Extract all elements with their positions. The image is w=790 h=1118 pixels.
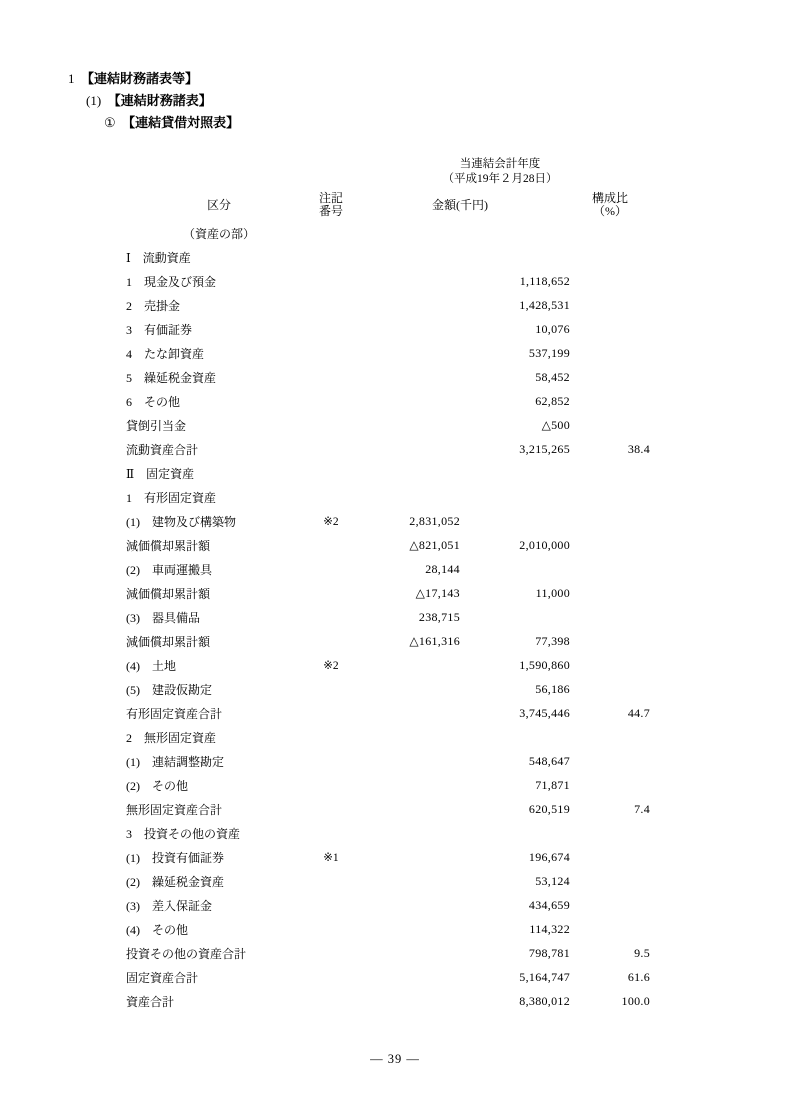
row-composition-ratio: 100.0 — [621, 993, 651, 1008]
document-headings — [0, 68, 790, 134]
row-note-number — [312, 221, 350, 245]
row-amount-net — [460, 605, 570, 629]
row-label: (1) 建物及び構築物 — [126, 514, 236, 529]
row-composition-ratio — [570, 677, 650, 701]
row-note-number — [312, 437, 350, 461]
row-amount-net: 537,199 — [528, 345, 570, 360]
row-note-number — [312, 557, 350, 581]
row-amount-gross — [350, 701, 460, 725]
row-composition-ratio — [570, 461, 650, 485]
row-composition-ratio — [570, 485, 650, 509]
page-number: — 39 — — [370, 1052, 420, 1066]
table-row — [126, 893, 650, 917]
row-note-number — [312, 533, 350, 557]
row-amount-net: 114,322 — [529, 921, 570, 936]
table-row — [126, 845, 650, 869]
table-row — [126, 221, 650, 245]
table-row — [126, 245, 650, 269]
row-label: 2 無形固定資産 — [126, 730, 217, 745]
row-amount-gross: 28,144 — [425, 561, 460, 576]
row-amount-net: 71,871 — [535, 777, 570, 792]
row-amount-gross — [350, 653, 460, 677]
row-amount-gross — [350, 221, 460, 245]
row-amount-net — [460, 821, 570, 845]
row-amount-gross — [350, 389, 460, 413]
row-composition-ratio: 61.6 — [627, 969, 651, 984]
row-note-number — [312, 989, 350, 1013]
row-amount-gross — [350, 893, 460, 917]
row-amount-gross — [350, 341, 460, 365]
heading-level-3 — [0, 112, 790, 134]
row-amount-gross — [350, 293, 460, 317]
row-amount-gross — [350, 485, 460, 509]
row-amount-net — [460, 509, 570, 533]
row-amount-net: 58,452 — [535, 369, 570, 384]
row-composition-ratio — [570, 629, 650, 653]
row-composition-ratio — [570, 317, 650, 341]
row-amount-net: 2,010,000 — [519, 537, 570, 552]
table-body — [126, 221, 650, 1037]
row-composition-ratio: 7.4 — [634, 801, 651, 816]
row-label: Ⅱ 固定資産 — [126, 466, 195, 481]
row-note-number: ※2 — [323, 516, 339, 528]
row-label: 5 繰延税金資産 — [126, 370, 217, 385]
row-composition-ratio — [570, 869, 650, 893]
header-col-note-line1: 注記 — [318, 190, 343, 205]
header-period-date: （平成19年２月28日） — [442, 173, 558, 185]
row-composition-ratio — [570, 509, 650, 533]
row-note-number — [312, 245, 350, 269]
row-label: 6 その他 — [126, 394, 181, 409]
table-row — [126, 437, 650, 461]
table-row — [126, 605, 650, 629]
row-composition-ratio — [570, 293, 650, 317]
table-row — [126, 653, 650, 677]
row-label: (1) 投資有価証券 — [126, 850, 224, 865]
balance-sheet-table-container — [126, 155, 650, 1037]
table-row — [126, 725, 650, 749]
row-amount-gross: △161,316 — [409, 633, 460, 648]
row-composition-ratio — [570, 365, 650, 389]
row-composition-ratio — [570, 893, 650, 917]
row-amount-net: 56,186 — [535, 681, 570, 696]
row-amount-gross: △821,051 — [409, 537, 460, 552]
row-amount-gross — [350, 677, 460, 701]
row-label — [126, 1013, 312, 1037]
row-amount-gross — [350, 821, 460, 845]
row-amount-net — [460, 245, 570, 269]
row-label: 貸倒引当金 — [126, 418, 187, 433]
row-amount-gross — [350, 245, 460, 269]
table-row — [126, 509, 650, 533]
row-note-number — [312, 1013, 350, 1037]
row-note-number — [312, 389, 350, 413]
row-amount-net: 8,380,012 — [519, 993, 570, 1008]
row-label: 減価償却累計額 — [126, 538, 211, 553]
row-note-number — [312, 893, 350, 917]
table-row — [126, 557, 650, 581]
row-amount-gross — [350, 365, 460, 389]
heading-level-3-text: 【連結貸借対照表】 — [128, 115, 240, 130]
table-row — [126, 773, 650, 797]
heading-level-3-number: ① — [104, 115, 116, 130]
row-amount-net: 3,215,265 — [519, 441, 570, 456]
row-amount-net: △500 — [541, 417, 570, 432]
row-composition-ratio — [570, 1013, 650, 1037]
table-header — [126, 155, 650, 221]
row-amount-gross: △17,143 — [415, 585, 460, 600]
row-amount-gross — [350, 269, 460, 293]
row-composition-ratio: 44.7 — [627, 705, 651, 720]
row-amount-gross — [350, 317, 460, 341]
row-note-number — [312, 341, 350, 365]
row-note-number — [312, 365, 350, 389]
table-row — [126, 965, 650, 989]
row-composition-ratio — [570, 581, 650, 605]
row-amount-net — [460, 221, 570, 245]
table-row — [126, 677, 650, 701]
table-row — [126, 413, 650, 437]
row-composition-ratio: 9.5 — [634, 945, 651, 960]
row-note-number: ※2 — [323, 660, 339, 672]
table-row — [126, 917, 650, 941]
row-composition-ratio — [570, 773, 650, 797]
row-amount-net: 1,428,531 — [519, 297, 570, 312]
table-row — [126, 293, 650, 317]
row-amount-gross — [350, 965, 460, 989]
row-amount-gross — [350, 413, 460, 437]
row-note-number — [312, 293, 350, 317]
heading-level-1-text: 【連結財務諸表等】 — [87, 71, 199, 86]
row-note-number — [312, 965, 350, 989]
row-label: (2) その他 — [126, 778, 188, 793]
row-amount-gross — [350, 869, 460, 893]
row-amount-gross: 238,715 — [418, 609, 460, 624]
row-label: 減価償却累計額 — [126, 634, 211, 649]
row-label: 有形固定資産合計 — [126, 706, 223, 721]
table-row — [126, 941, 650, 965]
row-note-number — [312, 629, 350, 653]
row-label: (1) 連結調整勘定 — [126, 754, 224, 769]
row-note-number — [312, 581, 350, 605]
table-row — [126, 269, 650, 293]
row-note-number — [312, 413, 350, 437]
table-row — [126, 341, 650, 365]
header-col-amount: 金額(千円) — [432, 198, 488, 212]
row-amount-net: 10,076 — [535, 321, 570, 336]
row-amount-gross — [350, 461, 460, 485]
row-amount-gross — [350, 917, 460, 941]
row-note-number — [312, 677, 350, 701]
header-blank-kubun — [126, 155, 312, 189]
table-row — [126, 989, 650, 1013]
row-note-number — [312, 917, 350, 941]
row-amount-gross: 2,831,052 — [409, 513, 460, 528]
row-amount-net: 798,781 — [528, 945, 570, 960]
row-amount-gross — [350, 845, 460, 869]
header-col-ratio-line1: 構成比 — [592, 190, 629, 205]
row-note-number — [312, 317, 350, 341]
row-amount-net: 1,590,860 — [519, 657, 570, 672]
row-amount-net: 620,519 — [528, 801, 570, 816]
row-label: Ⅰ 流動資産 — [126, 250, 191, 265]
row-composition-ratio — [570, 269, 650, 293]
table-row — [126, 533, 650, 557]
table-row — [126, 869, 650, 893]
row-composition-ratio — [570, 221, 650, 245]
row-composition-ratio — [570, 725, 650, 749]
row-label: 資産合計 — [126, 994, 175, 1009]
table-row — [126, 1013, 650, 1037]
row-amount-net: 3,745,446 — [519, 705, 570, 720]
row-composition-ratio — [570, 749, 650, 773]
row-amount-net: 11,000 — [535, 585, 570, 600]
heading-level-2 — [0, 90, 790, 112]
row-label: （資産の部） — [182, 226, 255, 241]
header-row-period — [126, 155, 650, 189]
row-amount-net: 1,118,652 — [519, 273, 570, 288]
table-row — [126, 389, 650, 413]
row-amount-gross — [350, 749, 460, 773]
row-composition-ratio — [570, 245, 650, 269]
row-composition-ratio — [570, 845, 650, 869]
heading-level-2-number: (1) — [86, 93, 102, 108]
heading-level-1-number: 1 — [68, 71, 75, 86]
row-note-number — [312, 749, 350, 773]
row-label: 1 現金及び預金 — [126, 274, 217, 289]
header-period-cell — [350, 155, 650, 189]
row-label: 3 有価証券 — [126, 322, 193, 337]
row-composition-ratio — [570, 821, 650, 845]
header-period-title: 当連結会計年度 — [459, 158, 541, 170]
row-label: 固定資産合計 — [126, 970, 199, 985]
row-label: (3) 差入保証金 — [126, 898, 212, 913]
table-row — [126, 701, 650, 725]
row-amount-net: 548,647 — [528, 753, 570, 768]
row-note-number — [312, 605, 350, 629]
row-amount-gross — [350, 437, 460, 461]
row-amount-gross — [350, 773, 460, 797]
header-col-note — [312, 189, 350, 221]
row-label: (4) その他 — [126, 922, 188, 937]
table-row — [126, 629, 650, 653]
row-note-number — [312, 461, 350, 485]
row-label: 3 投資その他の資産 — [126, 826, 241, 841]
row-note-number — [312, 485, 350, 509]
row-amount-net — [460, 557, 570, 581]
row-composition-ratio — [570, 389, 650, 413]
header-col-kubun: 区分 — [206, 198, 231, 212]
row-composition-ratio — [570, 605, 650, 629]
row-note-number — [312, 941, 350, 965]
row-amount-gross — [350, 1013, 460, 1037]
row-note-number: ※1 — [323, 852, 339, 864]
row-composition-ratio — [570, 341, 650, 365]
row-amount-net: 62,852 — [535, 393, 570, 408]
row-label: 1 有形固定資産 — [126, 490, 217, 505]
header-blank-note — [312, 155, 350, 189]
table-row — [126, 749, 650, 773]
table-row — [126, 317, 650, 341]
row-composition-ratio — [570, 413, 650, 437]
row-amount-net: 53,124 — [535, 873, 570, 888]
row-amount-net: 434,659 — [528, 897, 570, 912]
consolidated-balance-sheet-table — [126, 155, 650, 1037]
row-label: (4) 土地 — [126, 658, 176, 673]
row-composition-ratio — [570, 557, 650, 581]
header-col-ratio-line2: （%） — [593, 204, 627, 218]
row-amount-gross — [350, 725, 460, 749]
table-row — [126, 581, 650, 605]
row-label: 減価償却累計額 — [126, 586, 211, 601]
table-row — [126, 485, 650, 509]
row-amount-net — [460, 461, 570, 485]
row-label: 2 売掛金 — [126, 298, 181, 313]
row-composition-ratio — [570, 917, 650, 941]
row-label: 投資その他の資産合計 — [126, 946, 247, 961]
row-label: (3) 器具備品 — [126, 610, 200, 625]
row-label: 無形固定資産合計 — [126, 802, 223, 817]
header-col-ratio — [570, 189, 650, 221]
header-row-columns — [126, 189, 650, 221]
row-amount-net: 77,398 — [535, 633, 570, 648]
row-amount-net — [460, 485, 570, 509]
row-note-number — [312, 269, 350, 293]
row-note-number — [312, 725, 350, 749]
row-note-number — [312, 869, 350, 893]
heading-level-1 — [0, 68, 790, 90]
row-amount-gross — [350, 989, 460, 1013]
row-label: (2) 車両運搬具 — [126, 562, 212, 577]
row-composition-ratio: 38.4 — [627, 441, 651, 456]
row-note-number — [312, 797, 350, 821]
row-label: 4 たな卸資産 — [126, 346, 205, 361]
row-amount-gross — [350, 941, 460, 965]
row-amount-gross — [350, 797, 460, 821]
row-composition-ratio — [570, 653, 650, 677]
table-row — [126, 365, 650, 389]
row-label: 流動資産合計 — [126, 442, 199, 457]
row-amount-net — [460, 725, 570, 749]
table-row — [126, 797, 650, 821]
row-amount-net: 5,164,747 — [519, 969, 570, 984]
row-composition-ratio — [570, 533, 650, 557]
table-row — [126, 461, 650, 485]
row-note-number — [312, 701, 350, 725]
header-col-note-line2: 番号 — [318, 204, 343, 218]
row-amount-net — [460, 1013, 570, 1037]
table-row — [126, 821, 650, 845]
heading-level-2-text: 【連結財務諸表】 — [114, 93, 212, 108]
row-label: (2) 繰延税金資産 — [126, 874, 224, 889]
row-note-number — [312, 821, 350, 845]
row-amount-net: 196,674 — [528, 849, 570, 864]
row-note-number — [312, 773, 350, 797]
row-label: (5) 建設仮勘定 — [126, 682, 212, 697]
